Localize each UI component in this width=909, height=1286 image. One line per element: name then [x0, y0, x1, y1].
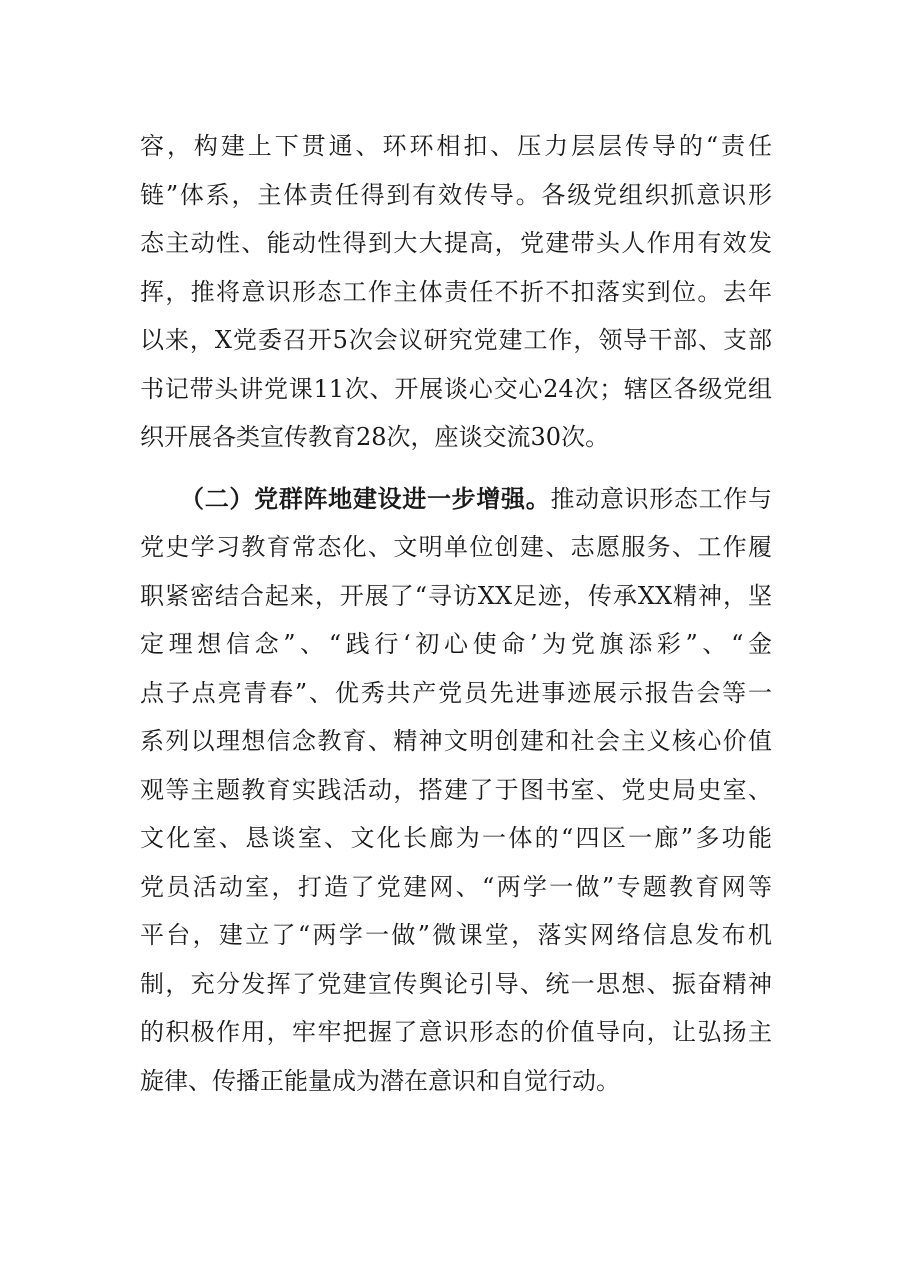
text-line: 系列以理想信念教育、精神文明创建和社会主义核心价值: [140, 727, 772, 755]
text-line: 态主动性、能动性得到大大提高，党建带头人作用有效发: [140, 229, 772, 257]
text-line: 链”体系，主体责任得到有效传导。各级党组织抓意识形: [140, 180, 772, 209]
text-line: 以来，X党委召开5次会议研究党建工作，领导干部、支部: [140, 326, 772, 354]
text-line: 书记带头讲党课11次、开展谈心交心24次；辖区各级党组: [140, 374, 772, 403]
text-line: 旋律、传播正能量成为潜在意识和自觉行动。: [140, 1066, 620, 1095]
text-line: 织开展各类宣传教育28次，座谈交流30次。: [140, 423, 610, 451]
text-line: 职紧密结合起来，开展了“寻访XX足迹，传承XX精神，坚: [140, 581, 772, 610]
text-line: 定理想信念”、“践行‘初心使命’为党旗添彩”、“金: [140, 630, 772, 658]
text-line: 挥，推将意识形态工作主体责任不折不扣落实到位。去年: [140, 277, 772, 306]
first-line-rest: 推动意识形态工作与: [550, 484, 773, 513]
text-line-first: [140, 475, 772, 524]
paragraph-2: [140, 475, 772, 1106]
section-heading: （二）党群阵地建设进一步增强。: [180, 484, 551, 513]
paragraph-1: [140, 122, 772, 462]
text-line: 党史学习教育常态化、文明单位创建、志愿服务、工作履: [140, 533, 772, 561]
paragraph-gap: [140, 462, 772, 475]
text-line: 党员活动室，打造了党建网、“两学一做”专题教育网等: [140, 872, 772, 901]
text-line: 文化室、恳谈室、文化长廊为一体的“四区一廊”多功能: [140, 824, 772, 852]
text-line: 容，构建上下贯通、环环相扣、压力层层传导的“责任: [140, 132, 772, 160]
text-line: 观等主题教育实践活动，搭建了于图书室、党史局史室、: [140, 775, 772, 804]
text-line: 的积极作用，牢牢把握了意识形态的价值导向，让弘扬主: [140, 1018, 772, 1046]
text-line: 点子点亮青春”、优秀共产党员先进事迹展示报告会等一: [140, 678, 772, 707]
text-line: 制，充分发挥了党建宣传舆论引导、统一思想、振奋精神: [140, 969, 772, 998]
document-page: [140, 122, 772, 1105]
text-line: 平台，建立了“两学一做”微课堂，落实网络信息发布机: [140, 921, 772, 949]
